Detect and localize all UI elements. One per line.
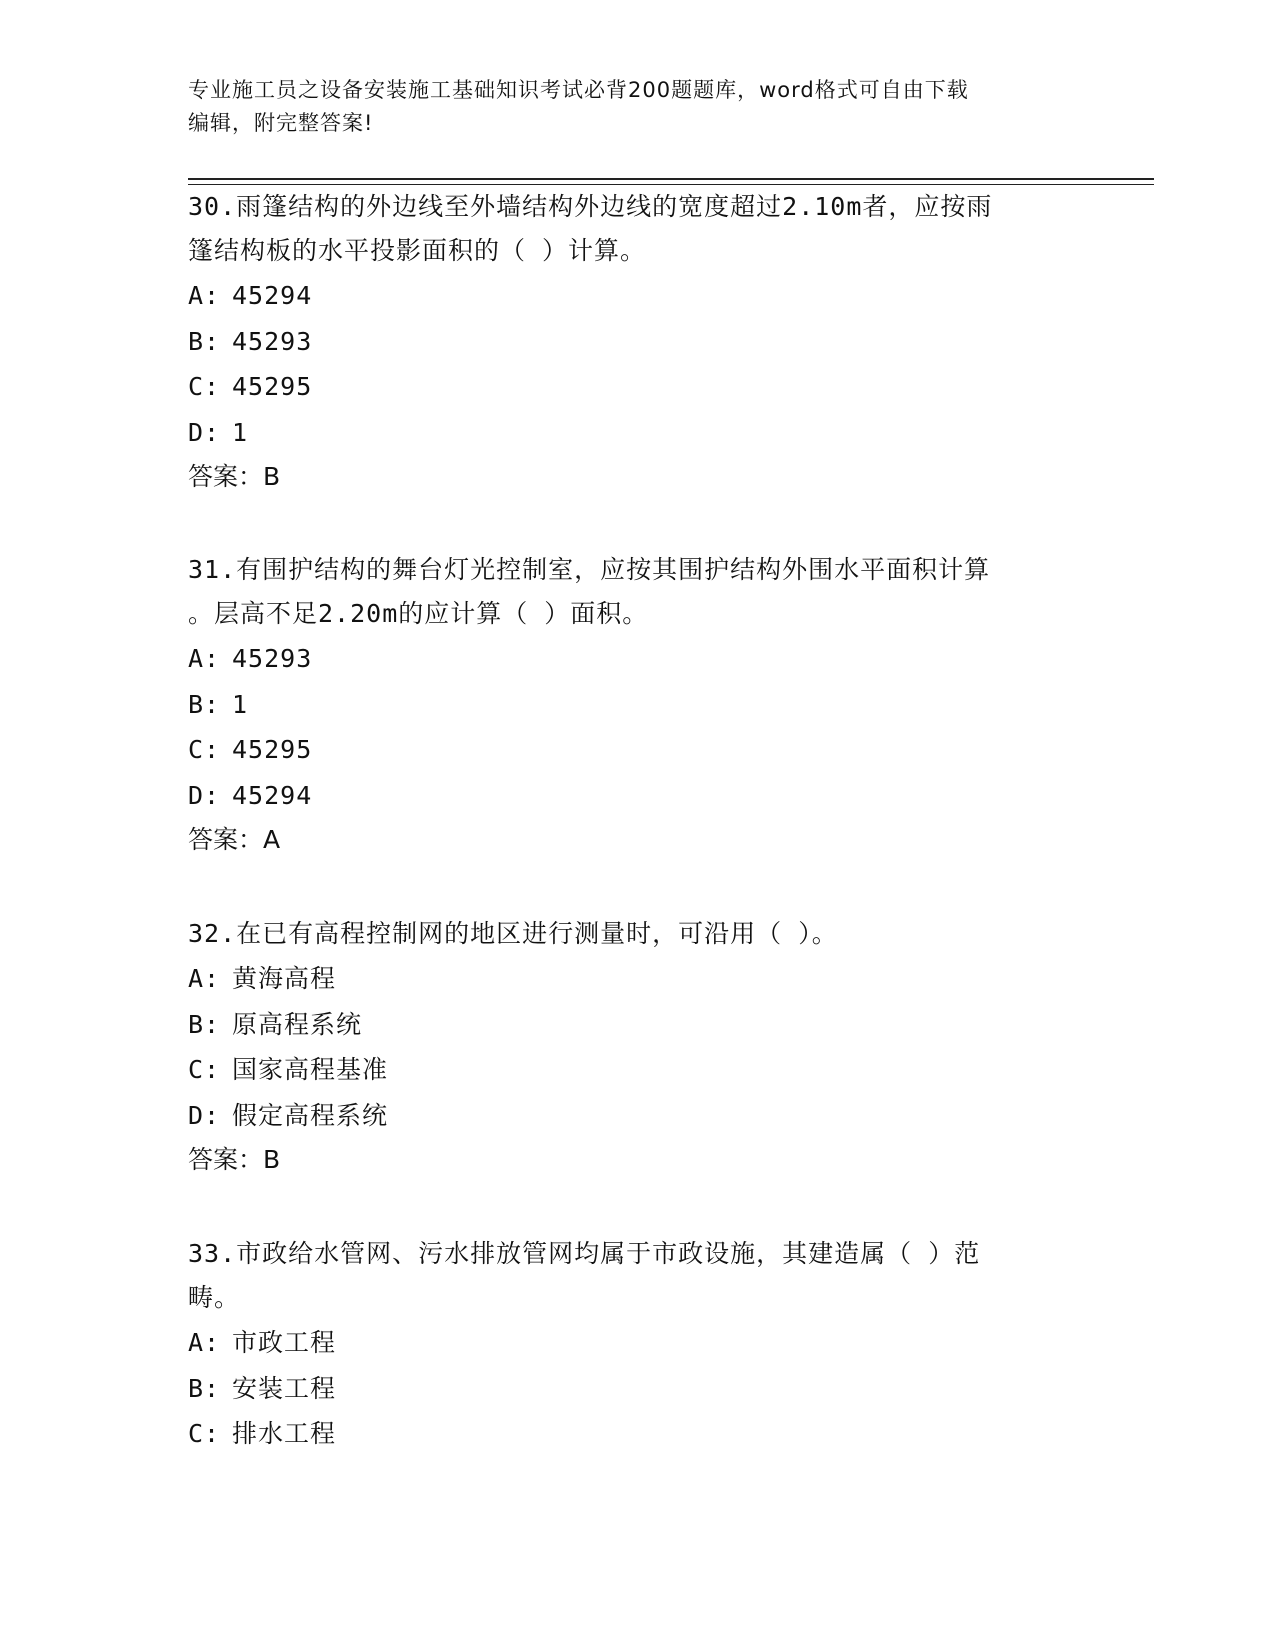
option-b [188,1366,1078,1412]
option-key: A: [188,644,221,673]
option-key: A: [188,964,221,993]
option-key: B: [188,1009,221,1039]
question-30 [188,185,1078,499]
option-b [188,682,1078,728]
option-text: 1 [232,689,249,719]
header-divider-thick [188,178,1154,180]
option-a [188,1320,1078,1366]
option-text: 45294 [232,780,313,810]
answer-line: 答案：A [188,825,281,854]
question-stem [188,548,1078,636]
option-key: D: [188,1100,221,1130]
option-b [188,1002,1078,1048]
question-stem-line-1: 30.雨篷结构的外边线至外墙结构外边线的宽度超过2.10m者，应按雨 [188,192,993,221]
option-key: C: [188,1055,221,1084]
question-stem-line-1: 32.在已有高程控制网的地区进行测量时，可沿用（ ）。 [188,919,838,948]
question-31 [188,548,1078,862]
header-line-2: 编辑，附完整答案! [188,111,374,135]
header-line-1: 专业施工员之设备安装施工基础知识考试必背200题题库，word格式可自由下载 [188,78,969,102]
question-stem [188,185,1078,273]
option-key: C: [188,1419,221,1448]
option-text: 45293 [232,326,313,356]
option-c [188,364,1078,410]
question-stem [188,1232,1078,1320]
option-text: 1 [232,417,249,447]
option-a [188,636,1078,682]
option-key: B: [188,1373,221,1403]
option-key: A: [188,1328,221,1357]
option-key: D: [188,780,221,810]
option-a [188,956,1078,1002]
question-33 [188,1232,1078,1457]
option-text: 国家高程基准 [232,1055,389,1084]
option-b [188,319,1078,365]
option-d [188,1093,1078,1139]
option-a [188,273,1078,319]
option-key: C: [188,735,221,764]
option-d [188,773,1078,819]
option-text: 安装工程 [232,1373,337,1403]
option-text: 黄海高程 [232,964,337,993]
question-stem-line-2: 篷结构板的水平投影面积的（ ）计算。 [188,236,647,265]
option-key: B: [188,326,221,356]
question-stem-line-2: 畴。 [188,1283,241,1312]
question-32 [188,912,1078,1182]
question-stem-line-1: 33.市政给水管网、污水排放管网均属于市政设施，其建造属（ ）范 [188,1239,981,1268]
option-d [188,410,1078,456]
question-stem [188,912,1078,956]
option-key: C: [188,372,221,401]
option-c [188,727,1078,773]
option-c [188,1411,1078,1457]
option-c [188,1047,1078,1093]
question-stem-line-1: 31.有围护结构的舞台灯光控制室，应按其围护结构外围水平面积计算 [188,555,991,584]
option-key: B: [188,689,221,719]
option-text: 市政工程 [232,1328,337,1357]
option-key: A: [188,281,221,310]
answer-line: 答案：B [188,1145,281,1174]
option-key: D: [188,417,221,447]
option-text: 45295 [232,735,313,764]
option-text: 排水工程 [232,1419,337,1448]
answer-line: 答案：B [188,462,281,491]
option-text: 假定高程系统 [232,1100,389,1130]
option-text: 45295 [232,372,313,401]
option-text: 原高程系统 [232,1009,363,1039]
document-header [188,74,1078,140]
option-text: 45294 [232,281,313,310]
question-stem-line-2: 。层高不足2.20m的应计算（ ）面积。 [188,599,649,628]
option-text: 45293 [232,644,313,673]
